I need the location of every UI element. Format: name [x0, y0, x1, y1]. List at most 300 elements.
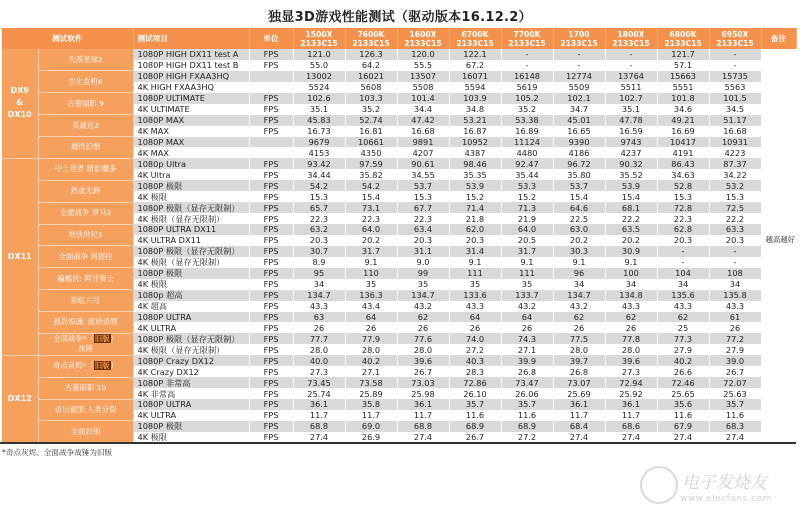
- score-cell: 90.32: [605, 158, 657, 169]
- score-cell: 77.8: [605, 333, 657, 344]
- score-cell: 9390: [553, 137, 605, 148]
- score-cell: 62: [553, 312, 605, 323]
- note-cell: [761, 224, 796, 235]
- unit: [249, 137, 293, 148]
- score-cell: 71.3: [501, 202, 553, 213]
- score-cell: 67.7: [397, 202, 449, 213]
- score-cell: 77.9: [345, 333, 397, 344]
- game-name-cell: 全面战争*（旧版） 战锤: [38, 333, 133, 355]
- unit: FPS: [249, 333, 293, 344]
- score-cell: 26: [605, 322, 657, 333]
- unit: FPS: [249, 126, 293, 137]
- score-cell: 63.2: [293, 224, 345, 235]
- note-cell: [761, 333, 796, 344]
- test-item: 1080P ULTIMATE: [133, 93, 249, 104]
- game-name-cell: 孤岛惊魂: 原始杀戮: [38, 312, 133, 334]
- score-cell: 35.1: [605, 104, 657, 115]
- score-cell: 72.46: [657, 377, 709, 388]
- header-cpu-1500x: 1500X 2133C15: [293, 28, 345, 49]
- score-cell: 77.7: [293, 333, 345, 344]
- unit: FPS: [249, 104, 293, 115]
- score-cell: 108: [709, 268, 761, 279]
- score-cell: 68.1: [605, 202, 657, 213]
- score-cell: 11.7: [345, 410, 397, 421]
- score-cell: 67.9: [657, 421, 709, 432]
- unit: FPS: [249, 388, 293, 399]
- score-cell: 111: [501, 268, 553, 279]
- test-item: 4K Ultra: [133, 169, 249, 180]
- score-cell: 35.2: [345, 104, 397, 115]
- score-cell: 31.1: [397, 246, 449, 257]
- api-group-cell: DX12: [2, 355, 38, 443]
- unit: FPS: [249, 93, 293, 104]
- score-cell: 25.74: [293, 388, 345, 399]
- footnote: *奇点灰烬、全面战争战锤为旧版: [2, 448, 113, 457]
- score-cell: 55.0: [293, 60, 345, 71]
- note-cell: [761, 257, 796, 268]
- score-cell: 105.2: [501, 93, 553, 104]
- score-cell: 34.4: [397, 104, 449, 115]
- score-cell: 15.4: [553, 191, 605, 202]
- note-cell: [761, 355, 796, 366]
- score-cell: 27.4: [553, 432, 605, 443]
- score-cell: 20.5: [501, 235, 553, 246]
- api-group-cell: DX9 & DX10: [2, 49, 38, 158]
- header-software: 测试软件: [2, 28, 133, 49]
- score-cell: 134.7: [397, 290, 449, 301]
- score-cell: 95: [293, 268, 345, 279]
- score-cell: 16.68: [397, 126, 449, 137]
- score-cell: 16148: [501, 71, 553, 82]
- score-cell: -: [709, 246, 761, 257]
- note-cell: [761, 104, 796, 115]
- score-cell: 53.9: [449, 180, 501, 191]
- test-item: 4K 极限: [133, 191, 249, 202]
- score-cell: 40.0: [293, 355, 345, 366]
- score-cell: 72.86: [449, 377, 501, 388]
- score-cell: 34.44: [293, 169, 345, 180]
- score-cell: 20.2: [553, 235, 605, 246]
- score-cell: 10952: [449, 137, 501, 148]
- game-name-cell: 古墓丽影 9: [38, 93, 133, 115]
- score-cell: 9743: [605, 137, 657, 148]
- score-cell: 74.3: [501, 333, 553, 344]
- score-cell: 68.8: [293, 421, 345, 432]
- score-cell: 77.6: [397, 333, 449, 344]
- score-cell: 40.2: [657, 355, 709, 366]
- game-name-cell: 蝙蝠侠: 阿甘骑士: [38, 268, 133, 290]
- score-cell: 4223: [709, 147, 761, 158]
- score-cell: 39.9: [501, 355, 553, 366]
- test-item: 1080P HIGH DX11 test B: [133, 60, 249, 71]
- unit: [249, 147, 293, 158]
- api-group-cell: DX11: [2, 158, 38, 355]
- score-cell: 72.8: [657, 202, 709, 213]
- score-cell: 53.21: [449, 115, 501, 126]
- score-cell: 52.8: [657, 180, 709, 191]
- game-name-cell: 奇点灰烬*（旧版）: [38, 355, 133, 377]
- score-cell: 26: [345, 322, 397, 333]
- unit: FPS: [249, 344, 293, 355]
- score-cell: 16.89: [501, 126, 553, 137]
- score-cell: 53.9: [605, 180, 657, 191]
- score-cell: 111: [449, 268, 501, 279]
- score-cell: 67.2: [449, 60, 501, 71]
- score-cell: 12774: [553, 71, 605, 82]
- test-item: 4K 超高: [133, 301, 249, 312]
- bottom-rule: [0, 442, 796, 444]
- header-unit: 单位: [249, 28, 293, 49]
- unit: FPS: [249, 301, 293, 312]
- note-cell: [761, 399, 796, 410]
- score-cell: 25.98: [397, 388, 449, 399]
- score-cell: 68.9: [449, 421, 501, 432]
- table-row: [2, 49, 796, 60]
- unit: FPS: [249, 213, 293, 224]
- score-cell: 103.3: [345, 93, 397, 104]
- score-cell: 34.22: [709, 169, 761, 180]
- score-cell: 4387: [449, 147, 501, 158]
- score-cell: 52.74: [345, 115, 397, 126]
- score-cell: 16.65: [553, 126, 605, 137]
- score-cell: 34: [553, 279, 605, 290]
- score-cell: 62: [397, 312, 449, 323]
- score-cell: 35.7: [449, 399, 501, 410]
- header-cpu-6950x: 6950X 2133C15: [709, 28, 761, 49]
- test-item: 4K ULTIMATE: [133, 104, 249, 115]
- score-cell: 26: [553, 322, 605, 333]
- table-row: [2, 355, 796, 366]
- score-cell: 99: [397, 268, 449, 279]
- game-name-cell: 热血无赖: [38, 180, 133, 202]
- note-cell: [761, 366, 796, 377]
- unit: FPS: [249, 268, 293, 279]
- score-cell: 21.8: [449, 213, 501, 224]
- test-item: 1080P ULTRA: [133, 399, 249, 410]
- test-item: 1080P HIGH DX11 test A: [133, 49, 249, 60]
- score-cell: 13764: [605, 71, 657, 82]
- score-cell: 20.3: [657, 235, 709, 246]
- test-item: 1080P 非常高: [133, 377, 249, 388]
- score-cell: 77.2: [709, 333, 761, 344]
- unit: FPS: [249, 180, 293, 191]
- score-cell: 43.4: [345, 301, 397, 312]
- score-cell: 15.3: [397, 191, 449, 202]
- score-cell: 25.92: [605, 388, 657, 399]
- test-item: 1080P 极限（显存无限制）: [133, 246, 249, 257]
- score-cell: 63.5: [605, 224, 657, 235]
- score-cell: 5608: [345, 82, 397, 93]
- score-cell: 5509: [553, 82, 605, 93]
- score-cell: 25.65: [657, 388, 709, 399]
- score-cell: 4186: [553, 147, 605, 158]
- score-cell: 40.3: [449, 355, 501, 366]
- score-cell: 64.0: [501, 224, 553, 235]
- score-cell: 68.6: [605, 421, 657, 432]
- unit: FPS: [249, 49, 293, 60]
- watermark-name: 电子发烧友: [682, 473, 767, 493]
- score-cell: 86.43: [657, 158, 709, 169]
- score-cell: 16.73: [293, 126, 345, 137]
- note-cell: [761, 93, 796, 104]
- score-cell: 97.59: [345, 158, 397, 169]
- score-cell: 15663: [657, 71, 709, 82]
- score-cell: 62.0: [449, 224, 501, 235]
- score-cell: 120.0: [397, 49, 449, 60]
- score-cell: 30.3: [553, 246, 605, 257]
- table-row: [2, 224, 796, 235]
- score-cell: 65.7: [293, 202, 345, 213]
- unit: FPS: [249, 60, 293, 71]
- test-item: 4K ULTRA DX11: [133, 235, 249, 246]
- note-cell: [761, 49, 796, 60]
- note-cell: [761, 115, 796, 126]
- table-row: [2, 377, 796, 388]
- score-cell: 64: [501, 312, 553, 323]
- score-cell: -: [709, 60, 761, 71]
- score-cell: 11.6: [657, 410, 709, 421]
- score-cell: 25.69: [553, 388, 605, 399]
- score-cell: 22.2: [709, 213, 761, 224]
- score-cell: 20.3: [397, 235, 449, 246]
- note-cell: [761, 82, 796, 93]
- score-cell: 90.61: [397, 158, 449, 169]
- test-item: 4K 极限: [133, 279, 249, 290]
- score-cell: 69.0: [345, 421, 397, 432]
- score-cell: 28.0: [345, 344, 397, 355]
- score-cell: 53.7: [397, 180, 449, 191]
- benchmark-table: [2, 28, 797, 443]
- score-cell: 133.7: [501, 290, 553, 301]
- score-cell: 34: [293, 279, 345, 290]
- test-item: 1080P 极限（显存无限制）: [133, 202, 249, 213]
- score-cell: 96: [553, 268, 605, 279]
- score-cell: -: [657, 257, 709, 268]
- header-cpu-1600x: 1600X 2133C15: [397, 28, 449, 49]
- score-cell: 16.59: [605, 126, 657, 137]
- score-cell: 43.3: [293, 301, 345, 312]
- note-cell: [761, 279, 796, 290]
- unit: FPS: [249, 169, 293, 180]
- score-cell: 126.3: [345, 49, 397, 60]
- score-cell: 87.37: [709, 158, 761, 169]
- score-cell: 27.1: [345, 366, 397, 377]
- score-cell: 72.94: [605, 377, 657, 388]
- score-cell: 5563: [709, 82, 761, 93]
- score-cell: 34.8: [449, 104, 501, 115]
- score-cell: 36.1: [397, 399, 449, 410]
- old-version-badge: 旧版: [94, 361, 110, 371]
- score-cell: 4237: [605, 147, 657, 158]
- game-name-cell: 全面封锁: [38, 421, 133, 443]
- score-cell: 11.6: [501, 410, 553, 421]
- table-row: [2, 115, 796, 126]
- table-row: [2, 71, 796, 82]
- unit: FPS: [249, 410, 293, 421]
- score-cell: 26.6: [657, 366, 709, 377]
- score-cell: 35: [449, 279, 501, 290]
- score-cell: -: [605, 60, 657, 71]
- unit: FPS: [249, 191, 293, 202]
- table-row: [2, 137, 796, 148]
- score-cell: 27.9: [657, 344, 709, 355]
- score-cell: 74.0: [449, 333, 501, 344]
- note-cell: [761, 344, 796, 355]
- unit: FPS: [249, 235, 293, 246]
- score-cell: 13507: [397, 71, 449, 82]
- score-cell: 27.4: [397, 432, 449, 443]
- score-cell: 22.3: [397, 213, 449, 224]
- score-cell: 36.1: [605, 399, 657, 410]
- test-item: 1080P ULTRA: [133, 312, 249, 323]
- score-cell: 71.4: [449, 202, 501, 213]
- score-cell: 34: [657, 279, 709, 290]
- score-cell: 39.6: [605, 355, 657, 366]
- score-cell: 43.3: [657, 301, 709, 312]
- score-cell: 9679: [293, 137, 345, 148]
- score-cell: 62.8: [657, 224, 709, 235]
- score-cell: 9.1: [553, 257, 605, 268]
- score-cell: 16021: [345, 71, 397, 82]
- header-cpu-7600k: 7600K 2133C15: [345, 28, 397, 49]
- test-item: 1080P ULTRA DX11: [133, 224, 249, 235]
- unit: FPS: [249, 421, 293, 432]
- score-cell: 22.2: [605, 213, 657, 224]
- table-row: [2, 421, 796, 432]
- score-cell: 13002: [293, 71, 345, 82]
- score-cell: 34.63: [657, 169, 709, 180]
- score-cell: 15.2: [449, 191, 501, 202]
- note-cell: [761, 246, 796, 257]
- note-cell: 越高越好: [761, 235, 796, 246]
- unit: FPS: [249, 366, 293, 377]
- old-version-badge: 旧版: [94, 334, 110, 344]
- note-cell: [761, 268, 796, 279]
- test-item: 1080P 极限: [133, 421, 249, 432]
- note-cell: [761, 410, 796, 421]
- score-cell: 16.69: [657, 126, 709, 137]
- score-cell: 35.7: [709, 399, 761, 410]
- score-cell: 26.8: [553, 366, 605, 377]
- score-cell: 5511: [605, 82, 657, 93]
- score-cell: 64.2: [345, 60, 397, 71]
- score-cell: 28.0: [397, 344, 449, 355]
- test-item: 4K 极限: [133, 432, 249, 443]
- note-cell: [761, 147, 796, 158]
- score-cell: 35: [345, 279, 397, 290]
- score-cell: 43.3: [605, 301, 657, 312]
- score-cell: 45.83: [293, 115, 345, 126]
- score-cell: 5508: [397, 82, 449, 93]
- note-cell: [761, 191, 796, 202]
- score-cell: 5551: [657, 82, 709, 93]
- test-item: 1080p Ultra: [133, 158, 249, 169]
- score-cell: -: [709, 257, 761, 268]
- score-cell: 72.5: [709, 202, 761, 213]
- table-row: [2, 399, 796, 410]
- score-cell: 10931: [709, 137, 761, 148]
- score-cell: 35.35: [449, 169, 501, 180]
- unit: FPS: [249, 224, 293, 235]
- score-cell: 101.8: [657, 93, 709, 104]
- score-cell: 102.1: [553, 93, 605, 104]
- score-cell: 9.1: [501, 257, 553, 268]
- score-cell: 57.1: [657, 60, 709, 71]
- score-cell: 30.9: [605, 246, 657, 257]
- header-item: 测试项目: [133, 28, 249, 49]
- score-cell: 73.07: [553, 377, 605, 388]
- score-cell: 34.5: [709, 104, 761, 115]
- score-cell: 47.78: [605, 115, 657, 126]
- score-cell: 9891: [397, 137, 449, 148]
- score-cell: 121.7: [657, 49, 709, 60]
- test-item: 4K 非常高: [133, 388, 249, 399]
- score-cell: 26: [397, 322, 449, 333]
- score-cell: 26.06: [501, 388, 553, 399]
- note-cell: [761, 137, 796, 148]
- score-cell: 40.2: [345, 355, 397, 366]
- test-item: 1080P MAX: [133, 115, 249, 126]
- note-cell: [761, 421, 796, 432]
- table-body: [2, 49, 796, 443]
- score-cell: 27.3: [293, 366, 345, 377]
- score-cell: 61: [709, 312, 761, 323]
- note-cell: [761, 60, 796, 71]
- game-name-cell: 全面战争 罗马2: [38, 202, 133, 224]
- test-item: 1080p 超高: [133, 290, 249, 301]
- game-name-cell: 古墓丽影 10: [38, 377, 133, 399]
- score-cell: 34.6: [657, 104, 709, 115]
- score-cell: 11.7: [605, 410, 657, 421]
- score-cell: 20.3: [293, 235, 345, 246]
- score-cell: 134.7: [553, 290, 605, 301]
- note-cell: [761, 180, 796, 191]
- header-note: 备注: [761, 28, 796, 49]
- game-name-cell: 英雄连2: [38, 115, 133, 137]
- unit: FPS: [249, 257, 293, 268]
- score-cell: 25.63: [709, 388, 761, 399]
- score-cell: -: [709, 49, 761, 60]
- score-cell: 16.87: [449, 126, 501, 137]
- test-item: 1080P 极限: [133, 180, 249, 191]
- score-cell: 31.7: [501, 246, 553, 257]
- score-cell: 15.3: [709, 191, 761, 202]
- test-item: 1080P Crazy DX12: [133, 355, 249, 366]
- note-cell: [761, 202, 796, 213]
- game-name-cell: 杀出重围:人类分裂: [38, 399, 133, 421]
- score-cell: 53.3: [501, 180, 553, 191]
- unit: FPS: [249, 432, 293, 443]
- score-cell: 103.9: [449, 93, 501, 104]
- score-cell: 63.4: [397, 224, 449, 235]
- score-cell: 26.7: [709, 366, 761, 377]
- score-cell: 30.7: [293, 246, 345, 257]
- table-row: [2, 93, 796, 104]
- score-cell: -: [657, 246, 709, 257]
- score-cell: 110: [345, 268, 397, 279]
- unit: [249, 71, 293, 82]
- table-row: [2, 268, 796, 279]
- score-cell: 43.3: [449, 301, 501, 312]
- note-cell: [761, 301, 796, 312]
- score-cell: 101.4: [397, 93, 449, 104]
- score-cell: 36.1: [293, 399, 345, 410]
- score-cell: 20.2: [345, 235, 397, 246]
- score-cell: 68.3: [709, 421, 761, 432]
- score-cell: 22.3: [657, 213, 709, 224]
- score-cell: 27.9: [709, 344, 761, 355]
- score-cell: 27.3: [605, 366, 657, 377]
